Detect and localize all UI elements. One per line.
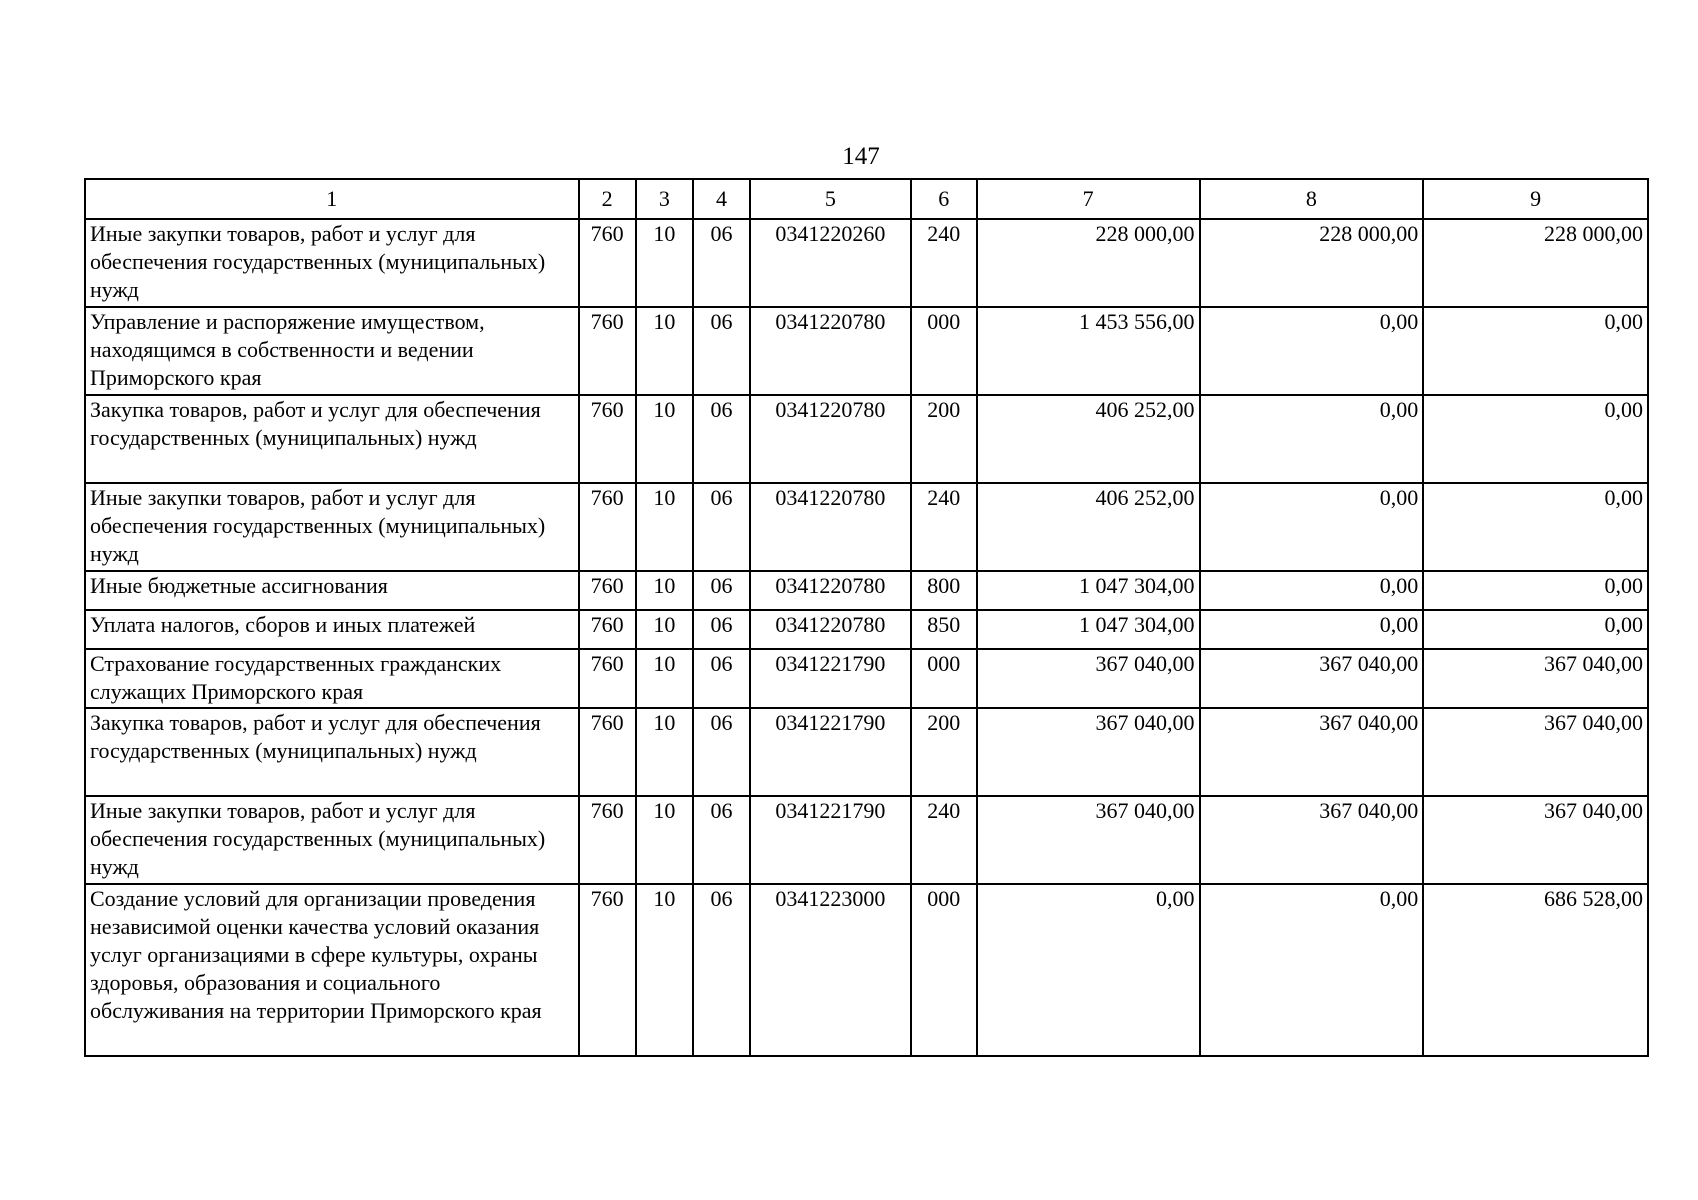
- ministry-code: 760: [579, 219, 636, 307]
- header-col-7: 7: [977, 179, 1200, 219]
- table-row: [85, 307, 1648, 395]
- amount-col-7: 1 047 304,00: [977, 610, 1200, 649]
- ministry-code: 760: [579, 307, 636, 395]
- table-row: [85, 884, 1648, 1056]
- amount-col-7: 0,00: [977, 884, 1200, 1056]
- table-row: [85, 796, 1648, 884]
- amount-col-7: 367 040,00: [977, 708, 1200, 796]
- target-article-code: 0341223000: [750, 884, 911, 1056]
- section-code: 10: [636, 395, 693, 483]
- expense-type-code: 240: [911, 483, 977, 571]
- ministry-code: 760: [579, 571, 636, 610]
- amount-col-9: 228 000,00: [1423, 219, 1648, 307]
- amount-col-8: 0,00: [1200, 395, 1424, 483]
- amount-col-8: 367 040,00: [1200, 796, 1424, 884]
- expense-type-code: 000: [911, 884, 977, 1056]
- section-code: 10: [636, 884, 693, 1056]
- amount-col-9: 367 040,00: [1423, 649, 1648, 708]
- subsection-code: 06: [693, 307, 750, 395]
- subsection-code: 06: [693, 796, 750, 884]
- amount-col-8: 0,00: [1200, 884, 1424, 1056]
- expense-type-code: 800: [911, 571, 977, 610]
- ministry-code: 760: [579, 649, 636, 708]
- subsection-code: 06: [693, 610, 750, 649]
- section-code: 10: [636, 796, 693, 884]
- target-article-code: 0341221790: [750, 796, 911, 884]
- amount-col-8: 0,00: [1200, 483, 1424, 571]
- amount-col-9: 0,00: [1423, 483, 1648, 571]
- section-code: 10: [636, 708, 693, 796]
- expense-type-code: 240: [911, 796, 977, 884]
- ministry-code: 760: [579, 796, 636, 884]
- subsection-code: 06: [693, 483, 750, 571]
- section-code: 10: [636, 483, 693, 571]
- amount-col-7: 1 047 304,00: [977, 571, 1200, 610]
- section-code: 10: [636, 571, 693, 610]
- subsection-code: 06: [693, 649, 750, 708]
- table-row: [85, 483, 1648, 571]
- subsection-code: 06: [693, 884, 750, 1056]
- expense-name: Уплата налогов, сборов и иных платежей: [85, 610, 579, 649]
- amount-col-8: 367 040,00: [1200, 649, 1424, 708]
- section-code: 10: [636, 649, 693, 708]
- expense-type-code: 240: [911, 219, 977, 307]
- header-col-8: 8: [1200, 179, 1424, 219]
- subsection-code: 06: [693, 219, 750, 307]
- amount-col-7: 228 000,00: [977, 219, 1200, 307]
- amount-col-9: 686 528,00: [1423, 884, 1648, 1056]
- header-col-6: 6: [911, 179, 977, 219]
- header-col-9: 9: [1423, 179, 1648, 219]
- target-article-code: 0341220780: [750, 307, 911, 395]
- table-row: [85, 649, 1648, 708]
- expense-name: Управление и распоряжение имуществом, находящимся в собственности и ведении Приморского края: [85, 307, 579, 395]
- amount-col-9: 367 040,00: [1423, 708, 1648, 796]
- amount-col-9: 0,00: [1423, 307, 1648, 395]
- amount-col-8: 0,00: [1200, 307, 1424, 395]
- expense-name: Иные закупки товаров, работ и услуг для обеспечения государственных (муниципальных) нужд: [85, 796, 579, 884]
- amount-col-8: 367 040,00: [1200, 708, 1424, 796]
- header-col-5: 5: [750, 179, 911, 219]
- expense-name: Иные бюджетные ассигнования: [85, 571, 579, 610]
- table-row: [85, 610, 1648, 649]
- amount-col-8: 0,00: [1200, 571, 1424, 610]
- ministry-code: 760: [579, 483, 636, 571]
- amount-col-9: 0,00: [1423, 571, 1648, 610]
- table-row: [85, 395, 1648, 483]
- ministry-code: 760: [579, 610, 636, 649]
- expense-type-code: 850: [911, 610, 977, 649]
- amount-col-7: 406 252,00: [977, 395, 1200, 483]
- expense-type-code: 000: [911, 307, 977, 395]
- target-article-code: 0341220260: [750, 219, 911, 307]
- expense-name: Закупка товаров, работ и услуг для обеспечения государственных (муниципальных) нужд: [85, 708, 579, 796]
- table-row: [85, 219, 1648, 307]
- target-article-code: 0341221790: [750, 708, 911, 796]
- budget-table: [84, 178, 1649, 1057]
- subsection-code: 06: [693, 571, 750, 610]
- expense-name: Создание условий для организации проведения независимой оценки качества условий оказания услуг организациями в сфере культуры, охраны здоровья, образования и социального обслуживания на территории Приморского края: [85, 884, 579, 1056]
- amount-col-7: 1 453 556,00: [977, 307, 1200, 395]
- section-code: 10: [636, 307, 693, 395]
- expense-name: Иные закупки товаров, работ и услуг для обеспечения государственных (муниципальных) нужд: [85, 483, 579, 571]
- amount-col-7: 367 040,00: [977, 649, 1200, 708]
- amount-col-8: 0,00: [1200, 610, 1424, 649]
- target-article-code: 0341221790: [750, 649, 911, 708]
- table-row: [85, 571, 1648, 610]
- expense-type-code: 200: [911, 708, 977, 796]
- header-col-4: 4: [693, 179, 750, 219]
- subsection-code: 06: [693, 395, 750, 483]
- header-col-3: 3: [636, 179, 693, 219]
- header-col-2: 2: [579, 179, 636, 219]
- target-article-code: 0341220780: [750, 610, 911, 649]
- amount-col-9: 367 040,00: [1423, 796, 1648, 884]
- ministry-code: 760: [579, 884, 636, 1056]
- header-col-1: 1: [85, 179, 579, 219]
- expense-type-code: 200: [911, 395, 977, 483]
- amount-col-8: 228 000,00: [1200, 219, 1424, 307]
- section-code: 10: [636, 219, 693, 307]
- target-article-code: 0341220780: [750, 395, 911, 483]
- expense-name: Закупка товаров, работ и услуг для обеспечения государственных (муниципальных) нужд: [85, 395, 579, 483]
- amount-col-9: 0,00: [1423, 395, 1648, 483]
- amount-col-7: 367 040,00: [977, 796, 1200, 884]
- target-article-code: 0341220780: [750, 571, 911, 610]
- page-number: 147: [842, 143, 880, 170]
- target-article-code: 0341220780: [750, 483, 911, 571]
- amount-col-7: 406 252,00: [977, 483, 1200, 571]
- header-row: [85, 179, 1648, 219]
- subsection-code: 06: [693, 708, 750, 796]
- section-code: 10: [636, 610, 693, 649]
- ministry-code: 760: [579, 708, 636, 796]
- table-row: [85, 708, 1648, 796]
- amount-col-9: 0,00: [1423, 610, 1648, 649]
- expense-type-code: 000: [911, 649, 977, 708]
- expense-name: Страхование государственных гражданских служащих Приморского края: [85, 649, 579, 708]
- expense-name: Иные закупки товаров, работ и услуг для обеспечения государственных (муниципальных) нужд: [85, 219, 579, 307]
- ministry-code: 760: [579, 395, 636, 483]
